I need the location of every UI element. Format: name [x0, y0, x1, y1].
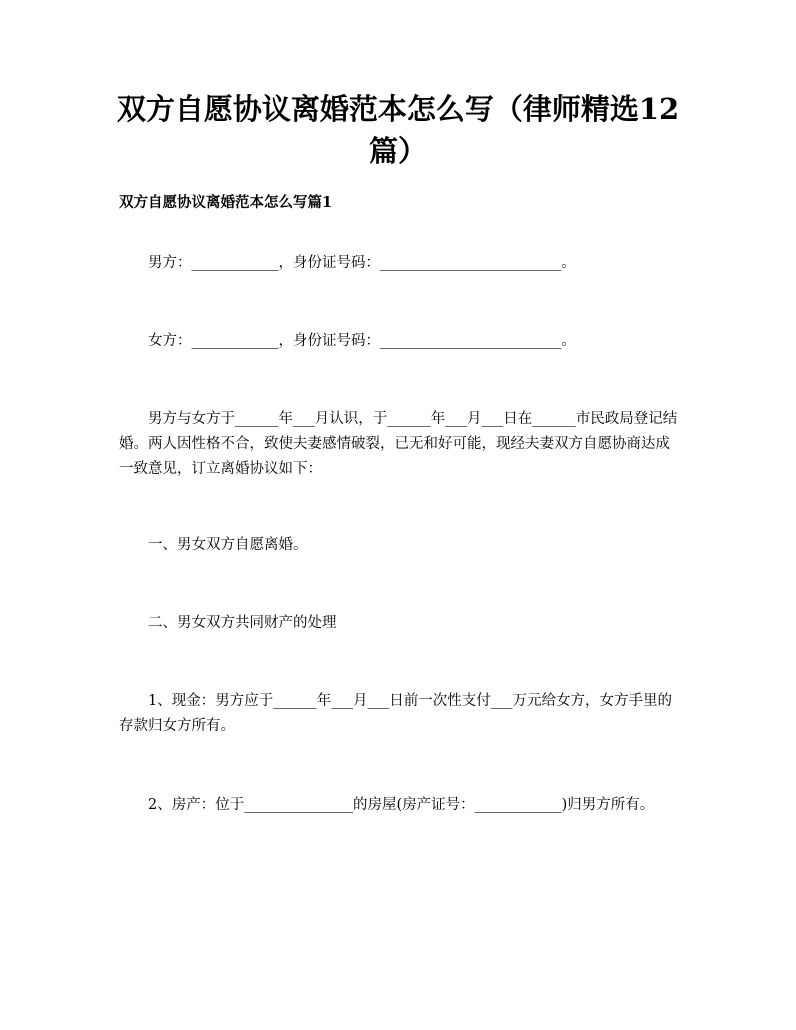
paragraph-clause-divorce: 一、男女双方自愿离婚。 — [148, 537, 308, 553]
document-title: 双方自愿协议离婚范本怎么写（律师精选12篇） — [116, 92, 680, 168]
paragraph-wife-info: 女方：____________，身份证号码：_________________________。 — [148, 333, 576, 349]
paragraph-clause-house: 2、房产：位于_______________的房屋(房产证号：____________)归男方所有。 — [148, 797, 655, 813]
paragraph-clause-property: 二、男女双方共同财产的处理 — [148, 615, 337, 631]
paragraph-clause-cash: 1、现金：男方应于______年___月___日前一次性支付___万元给女方，女方手里的存款归女方所有。 — [119, 693, 672, 734]
paragraph-husband-info: 男方：____________，身份证号码：_________________________。 — [148, 255, 576, 271]
paragraph-marriage-background: 男方与女方于______年___月认识，于______年___月___日在______市民政局登记结婚。两人因性格不合，致使夫妻感情破裂，已无和好可能，现经夫妻双方自愿协商达成一致意见，订立离婚协议如下： — [119, 411, 678, 477]
section-heading: 双方自愿协议离婚范本怎么写篇1 — [119, 194, 333, 211]
